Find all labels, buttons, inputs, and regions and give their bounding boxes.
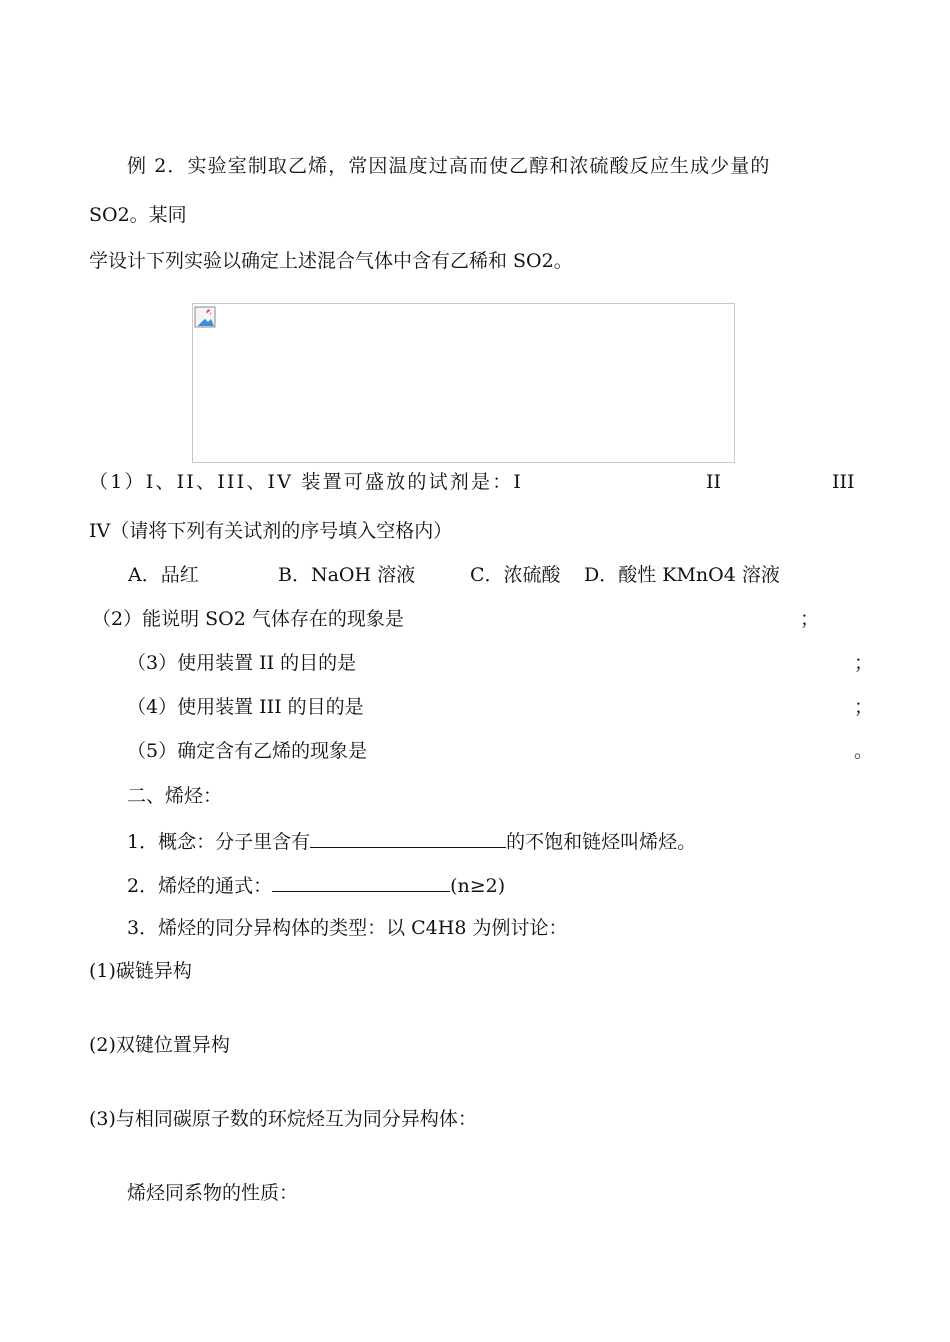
formula-prefix: 2．烯烃的通式： — [127, 875, 273, 897]
question-4-end: ； — [854, 696, 874, 718]
question-1-label-II: II — [706, 471, 722, 493]
concept-prefix: 1．概念：分子里含有 — [127, 831, 311, 853]
formula-line — [127, 875, 505, 896]
carbon-chain-isomer: (1)碳链异构 — [89, 960, 192, 982]
example-line-2: SO2。某同 — [89, 204, 187, 226]
formula-suffix: (n≥2) — [450, 875, 506, 897]
concept-line — [127, 831, 696, 852]
option-d: D．酸性 KMnO4 溶液 — [584, 564, 780, 586]
option-c: C．浓硫酸 — [470, 564, 561, 586]
question-1-label-III: III — [832, 471, 855, 493]
broken-image-icon — [194, 306, 216, 328]
concept-blank — [310, 831, 506, 848]
question-1-prefix: （1）I、II、III、IV 装置可盛放的试剂是：I — [89, 471, 524, 493]
homolog-properties: 烯烃同系物的性质： — [127, 1182, 299, 1204]
example-line-1: 例 2．实验室制取乙烯，常因温度过高而使乙醇和浓硫酸反应生成少量的 — [127, 155, 771, 177]
concept-suffix: 的不饱和链烃叫烯烃。 — [506, 831, 697, 853]
question-2-end: ； — [800, 608, 820, 630]
formula-blank — [272, 875, 450, 892]
isomer-types-line: 3．烯烃的同分异构体的类型：以 C4H8 为例讨论： — [127, 917, 568, 939]
option-b: B．NaOH 溶液 — [278, 564, 416, 586]
question-4-text: （4）使用装置 III 的目的是 — [127, 696, 364, 718]
question-5-end: 。 — [854, 740, 874, 762]
question-1-continuation: IV（请将下列有关试剂的序号填入空格内） — [89, 520, 453, 542]
apparatus-figure — [192, 303, 735, 463]
question-3-end: ； — [854, 652, 874, 674]
section-2-heading: 二、烯烃： — [127, 785, 223, 807]
double-bond-position-isomer: (2)双键位置异构 — [89, 1034, 230, 1056]
question-5-text: （5）确定含有乙烯的现象是 — [127, 740, 368, 762]
option-a: A．品红 — [128, 564, 199, 586]
example-line-3: 学设计下列实验以确定上述混合气体中含有乙稀和 SO2。 — [89, 250, 573, 272]
question-2-text: （2）能说明 SO2 气体存在的现象是 — [92, 608, 404, 630]
question-3-text: （3）使用装置 II 的目的是 — [127, 652, 357, 674]
cycloalkane-isomer: (3)与相同碳原子数的环烷烃互为同分异构体： — [89, 1108, 477, 1130]
